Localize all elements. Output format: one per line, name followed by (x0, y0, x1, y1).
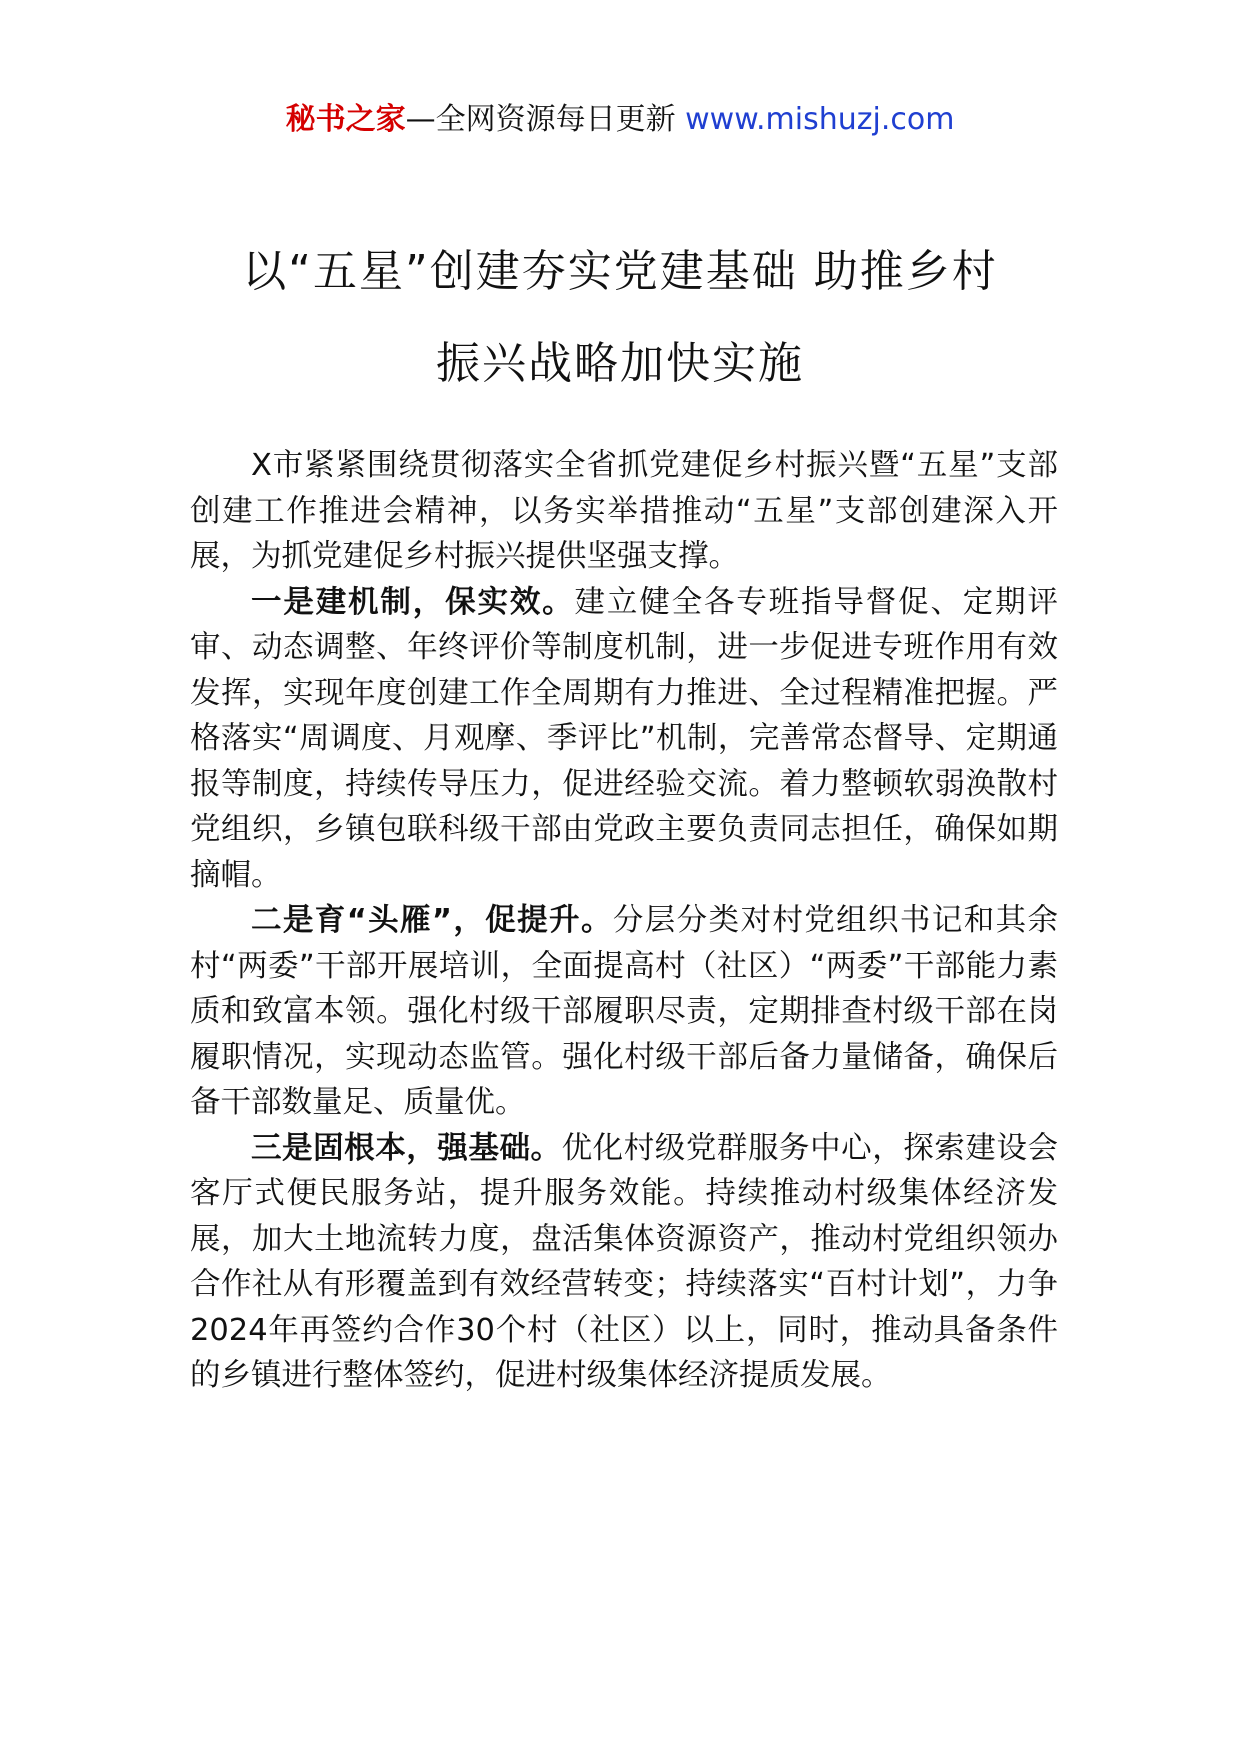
paragraph-lead: 二是育“头雁”，促提升。 (251, 903, 613, 938)
site-url-link[interactable]: www.mishuzj.com (685, 102, 955, 137)
paragraph-text: 建立健全各专班指导督促、定期评审、动态调整、年终评价等制度机制，进一步促进专班作用有效发挥，实现年度创建工作全周期有力推进、全过程精准把握。严格落实“周调度、月观摩、季评比”机制，完善常态督导、定期通报等制度，持续传导压力，促进经验交流。着力整顿软弱涣散村党组织，乡镇包联科级干部由党政主要负责同志担任，确保如期摘帽。 (190, 584, 1059, 893)
point-paragraph-2 (190, 898, 1058, 1126)
point-paragraph-3 (190, 1126, 1058, 1399)
title-line-1: 以“五星”创建夯实党建基础 助推乡村 (242, 246, 998, 297)
paragraph-text: 优化村级党群服务中心，探索建设会客厅式便民服务站，提升服务效能。持续推动村级集体经济发展，加大土地流转力度，盘活集体资源资产，推动村党组织领办合作社从有形覆盖到有效经营转变；持续落实“百村计划”，力争2024年再签约合作30个村（社区）以上，同时，推动具备条件的乡镇进行整体签约，促进村级集体经济提质发展。 (190, 1130, 1059, 1393)
paragraph-text: 分层分类对村党组织书记和其余村“两委”干部开展培训，全面提高村（社区）“两委”干部能力素质和致富本领。强化村级干部履职尽责，定期排查村级干部在岗履职情况，实现动态监管。强化村级干部后备力量储备，确保后备干部数量足、质量优。 (190, 903, 1059, 1120)
document-title (180, 226, 1060, 410)
intro-paragraph (190, 443, 1058, 580)
site-header (0, 100, 1240, 140)
site-brand: 秘书之家 (285, 102, 406, 137)
site-tagline: —全网资源每日更新 (405, 102, 686, 137)
point-paragraph-1 (190, 580, 1058, 899)
title-line-2: 振兴战略加快实施 (436, 338, 804, 389)
paragraph-lead: 一是建机制，保实效。 (251, 584, 575, 620)
document-body (190, 443, 1058, 1399)
paragraph-lead: 三是固根本，强基础。 (251, 1130, 562, 1166)
paragraph-text: X市紧紧围绕贯彻落实全省抓党建促乡村振兴暨“五星”支部创建工作推进会精神，以务实举措推动“五星”支部创建深入开展，为抓党建促乡村振兴提供坚强支撑。 (190, 448, 1058, 574)
